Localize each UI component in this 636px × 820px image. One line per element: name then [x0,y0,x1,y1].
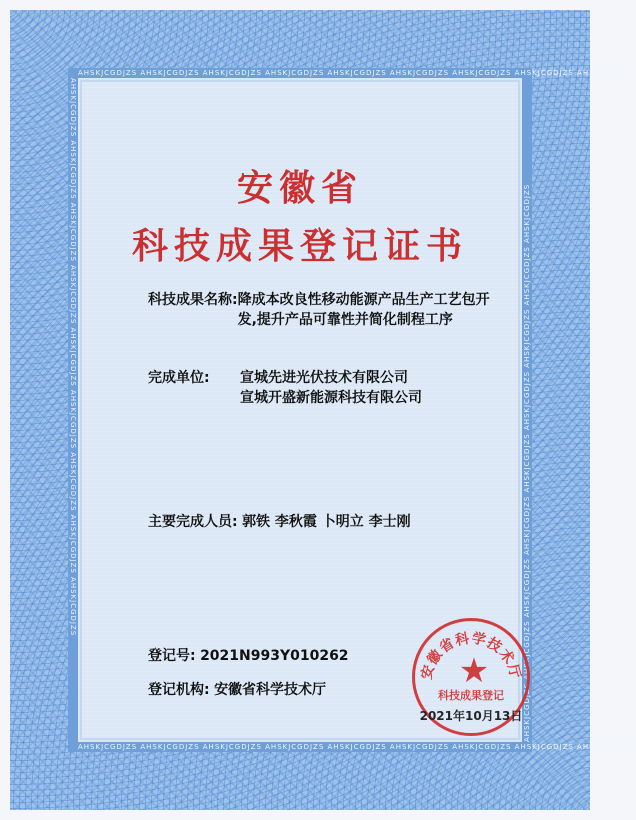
microtext-top: AHSKJCGDJZS AHSKJCGDJZS AHSKJCGDJZS AHSKJCGDJZS AHSKJCGDJZS AHSKJCGDJZS AHSKJCGDJZS AHSKJCGDJZS AHSKJCGDJZS [78,69,636,77]
certificate [10,10,636,810]
main-persons-label: 主要完成人员: [148,514,238,530]
microtext-left: AHSKJCGDJZS AHSKJCGDJZS AHSKJCGDJZS AHSKJCGDJZS AHSKJCGDJZS AHSKJCGDJZS AHSKJCGDJZS AHSKJCGDJZS AHSKJCGDJZS [69,78,77,637]
seal-date: 2021年10月13日 [419,709,523,723]
seal-star-icon: ★ [458,651,490,691]
main-persons-row [148,512,508,532]
completion-unit-list [240,368,508,408]
main-persons-value: 郭铁 李秋霞 卜明立 李士刚 [242,514,411,530]
completion-unit-label: 完成单位: [148,370,210,386]
registration-number-label: 登记号: [148,648,196,664]
certificate-body [80,80,524,740]
completion-unit-item: 宣城开盛新能源科技有限公司 [240,390,422,406]
achievement-name-row [148,290,508,330]
registration-org-value: 安徽省科学技术厅 [214,682,327,698]
achievement-name-value: 降成本改良性移动能源产品生产工艺包开发,提升产品可靠性并简化制程工序 [237,292,490,328]
microtext-bottom: AHSKJCGDJZS AHSKJCGDJZS AHSKJCGDJZS AHSKJCGDJZS AHSKJCGDJZS AHSKJCGDJZS AHSKJCGDJZS AHSKJCGDJZS AHSKJCGDJZS [78,743,636,751]
achievement-name-label: 科技成果名称: [148,292,238,308]
seal-arc-text: 安徽省科学技术厅 [418,630,524,682]
microtext-right: AHSKJCGDJZS AHSKJCGDJZS AHSKJCGDJZS AHSKJCGDJZS AHSKJCGDJZS AHSKJCGDJZS AHSKJCGDJZS AHSKJCGDJZS AHSKJCGDJZS [523,183,531,742]
official-seal [412,618,530,736]
certificate-title: 科技成果登记证书 [131,226,468,267]
seal-center-text: 科技成果登记 [438,689,504,702]
completion-unit-item: 宣城先进光伏技术有限公司 [240,370,408,386]
registration-org-label: 登记机构: [148,682,210,698]
completion-unit-row [148,368,508,408]
registration-number-value: 2021N993Y010262 [200,648,349,664]
certificate-title-province: 安徽省 [236,168,363,209]
